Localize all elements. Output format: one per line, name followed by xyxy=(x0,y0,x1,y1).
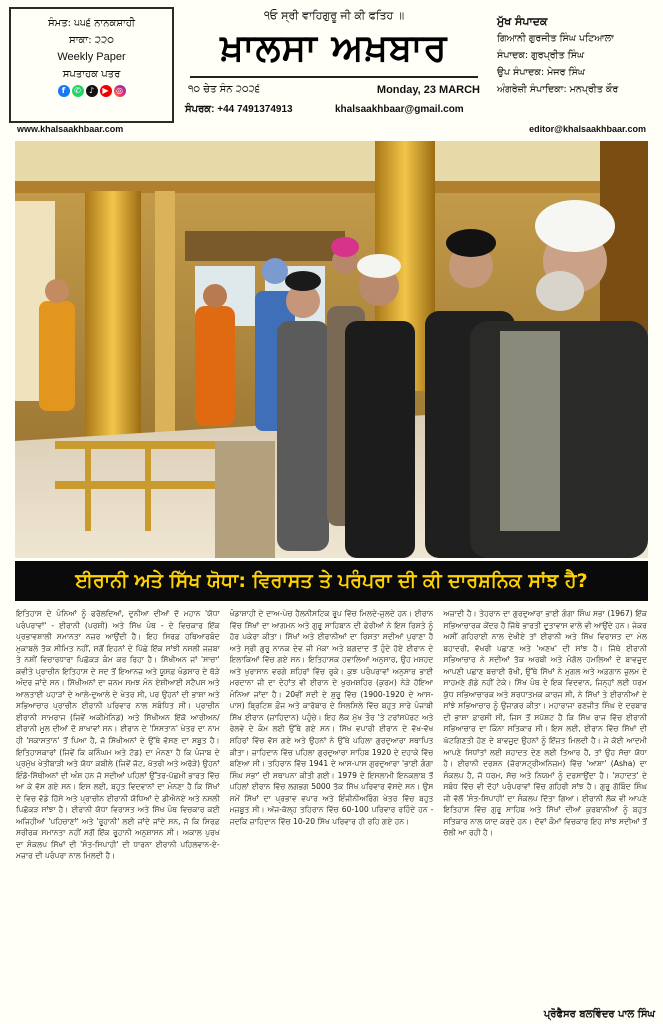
social-icons xyxy=(11,85,172,97)
links-bar xyxy=(9,124,654,138)
editor-line: ਸੰਪਾਦਕ: ਗੁਰਪ੍ਰੀਤ ਸਿੰਘ xyxy=(497,50,585,61)
whatsapp-icon[interactable]: ✆ xyxy=(72,85,84,97)
facebook-icon[interactable]: f xyxy=(58,85,70,97)
contact-email[interactable]: khalsaakhbaar@gmail.com xyxy=(335,104,464,115)
article-column-2: ਖੰਡਾਸ਼ਾਹੀ ਦੇ ਦਾਅ-ਪੇਚ ਹੈਲਨੀਸਟਿਕ ਰੂਪ ਵਿੱਚ ਮਿਲਦੇ-ਜੁਲਦੇ ਹਨ। ਈਰਾਨ ਵਿੱਚ ਸਿੱਖਾਂ ਦਾ ਆਗਮਨ ਅਤੇ ਗੁਰੂ ਸਾਹਿਬਾਨ ਦੀ ਫੇਰੀਆਂ ਨੇ ਇਸ ਰਿਸ਼ਤੇ ਨੂੰ ਹੋਰ ਪਕੇਰਾ ਕੀਤਾ। ਸਿੱਖਾਂ ਅਤੇ ਈਰਾਨੀਆਂ ਦਾ ਰਿਸ਼ਤਾ ਸਦੀਆਂ ਪੁਰਾਣਾ ਹੈ ਅਤੇ ਸ੍ਰੀ ਗੁਰੂ ਨਾਨਕ ਦੇਵ ਜੀ ਮੱਕਾ ਅਤੇ ਬਗਦਾਦ ਤੋਂ ਹੁੰਦੇ ਹੋਏ ਈਰਾਨ ਦੇ ਇਲਾਕਿਆਂ ਵਿੱਚ ਗਏ ਸਨ। ਇਤਿਹਾਸਕ ਹਵਾਲਿਆਂ ਅਨੁਸਾਰ, ਉਹ ਮਸ਼ਹਦ ਅਤੇ ਖੁਰਾਸਾਨ ਵਰਗੇ ਸ਼ਹਿਰਾਂ ਵਿੱਚ ਰੁਕੇ। ਕੁਝ ਪਰੰਪਰਾਵਾਂ ਅਨੁਸਾਰ ਭਾਈ ਮਰਦਾਨਾ ਜੀ ਦਾ ਦੇਹਾਂਤ ਵੀ ਈਰਾਨ ਦੇ ਖੁਰਮਸ਼ਹਿਰ (ਕੁਰਮ) ਨੇੜੇ ਹੋਇਆ ਮੰਨਿਆ ਜਾਂਦਾ ਹੈ। 20ਵੀਂ ਸਦੀ ਦੇ ਸ਼ੁਰੂ ਵਿੱਚ (1900-1920 ਦੇ ਆਸ-ਪਾਸ) ਬ੍ਰਿਟਿਸ਼ ਫ਼ੌਜ ਅਤੇ ਕਾਰੋਬਾਰ ਦੇ ਸਿਲਸਿਲੇ ਵਿੱਚ ਬਹੁਤ ਸਾਰੇ ਪੰਜਾਬੀ ਸਿੱਖ ਈਰਾਨ (ਜ਼ਾਹਿਦਾਨ) ਪਹੁੰਚੇ। ਇਹ ਲੋਕ ਮੁੱਖ ਤੌਰ 'ਤੇ ਟਰਾਂਸਪੋਰਟ ਅਤੇ ਰੇਲਵੇ ਦੇ ਕੰਮ ਲਈ ਉੱਥੇ ਗਏ ਸਨ। ਸਿੱਖ ਵਪਾਰੀ ਈਰਾਨ ਦੇ ਵੱਖ-ਵੱਖ ਸ਼ਹਿਰਾਂ ਵਿੱਚ ਵੱਸ ਗਏ ਅਤੇ ਉਹਨਾਂ ਨੇ ਉੱਥੇ ਪਹਿਲਾ ਗੁਰਦੁਆਰਾ ਸਥਾਪਿਤ ਕੀਤਾ। ਜ਼ਾਹਿਦਾਨ ਵਿੱਚ ਪਹਿਲਾ ਗੁਰਦੁਆਰਾ ਸਾਹਿਬ 1920 ਦੇ ਦਹਾਕੇ ਵਿੱਚ ਬਣਿਆ ਸੀ। ਤਹਿਰਾਨ ਵਿੱਚ 1941 ਦੇ ਆਸ-ਪਾਸ ਗੁਰਦੁਆਰਾ 'ਭਾਈ ਗੰਗਾ ਸਿੰਘ ਸਭਾ' ਦੀ ਸਥਾਪਨਾ ਕੀਤੀ ਗਈ। 1979 ਦੇ ਇਸਲਾਮੀ ਇਨਕਲਾਬ ਤੋਂ ਪਹਿਲਾਂ ਈਰਾਨ ਵਿੱਚ ਲਗਭਗ 5000 ਤੱਕ ਸਿੱਖ ਪਰਿਵਾਰ ਵੱਸਦੇ ਸਨ। ਉਸ ਸਮੇਂ ਸਿੱਖਾਂ ਦਾ ਪ੍ਰਭਾਵ ਵਪਾਰ ਅਤੇ ਇੰਜੀਨੀਅਰਿੰਗ ਖੇਤਰ ਵਿੱਚ ਬਹੁਤ ਮਜ਼ਬੂਤ ਸੀ। ਅੱਜ-ਕੱਲ੍ਹ ਤਹਿਰਾਨ ਵਿੱਚ 60-100 ਪਰਿਵਾਰ ਰਹਿੰਦੇ ਹਨ - ਜਦਕਿ ਜ਼ਾਹਿਦਾਨ ਵਿੱਚ 10-20 ਸਿੱਖ ਪਰਿਵਾਰ ਹੀ ਰਹਿ ਗਏ ਹਨ। xyxy=(229,609,434,826)
phone-contact: ਸੰਪਰਕ: +44 7491374913 xyxy=(185,104,293,115)
title-divider xyxy=(190,76,478,78)
instagram-icon[interactable]: ◎ xyxy=(114,85,126,97)
saka-label: ਸਾਕਾ: ੨੨੦ xyxy=(69,35,114,46)
issue-date-row xyxy=(184,84,484,96)
article-column-1: ਇਤਿਹਾਸ ਦੇ ਪੰਨਿਆਂ ਨੂੰ ਫਰੋਲਦਿਆਂ, ਦੁਨੀਆ ਦੀਆਂ ਦੋ ਮਹਾਨ 'ਯੋਧਾ ਪਰੰਪਰਾਵਾਂ' - ਈਰਾਨੀ (ਪਰਸ਼ੀ) ਅਤੇ ਸਿੱਖ ਪੰਥ - ਦੇ ਵਿਚਕਾਰ ਇੱਕ ਪ੍ਰਭਾਵਸ਼ਾਲੀ ਸਮਾਨਤਾ ਨਜ਼ਰ ਆਉਂਦੀ ਹੈ। ਇਹ ਸਿਰਫ਼ ਹਥਿਆਰਬੰਦ ਮੁਕਾਬਲੇ ਤੱਕ ਸੀਮਿਤ ਨਹੀਂ, ਸਗੋਂ ਇਹਨਾਂ ਦੇ ਪਿੱਛੇ ਇੱਕ ਸਾਂਝੀ ਨਸਲੀ ਜਜ਼ਬਾ ਤੇ ਨਸ਼ੀਂ ਵਿਚਾਰਧਾਰਾ ਪਿਛੋਕੜ ਕੰਮ ਕਰ ਰਿਹਾ ਹੈ। ਸਿੱਖੀਅਨ ਜਾਂ 'ਸਾਚਾ' ਕਵੀਤੇ ਪ੍ਰਾਚੀਨ ਇਤਿਹਾਸ ਦੇ ਸਦ ਤੋਂ ਇਆਨਜ਼ ਅਤੇ ਯੂਸਫ਼ ਖੰਡਸਾਰ ਦੇ ਥੋੜੇ ਅੰਦਰ ਜਾਂਦੇ ਸਨ। ਸਿੱਖੀਅਨਾਂ ਦਾ ਜਨਮ ਸਮਝ ਮੰਨ ਏਸ਼ੀਆਈ ਸਟੈਪਸ ਅਤੇ ਆਲਤਾਈ ਪਹਾੜਾਂ ਦੇ ਆਲੇ-ਦੁਆਲੇ ਦੇ ਖੇਤਰ ਸੀ, ਪਰ ਉਹਨਾਂ ਦੀ ਭਾਸ਼ਾ ਅਤੇ ਸਭਿਆਚਾਰ ਪ੍ਰਾਚੀਨ ਈਰਾਨੀ ਪਰਿਵਾਰ ਨਾਲ ਸਬੰਧਿਤ ਸੀ। ਪ੍ਰਾਚੀਨ ਈਰਾਨੀ ਸਾਮਰਾਜ (ਜਿਵੇਂ ਅਕੀਮੇਨਿਡ) ਅਤੇ ਸਿੱਖੀਅਨ ਇੱਕੋ ਆਰੀਅਨ/ਈਰਾਨੀ ਮੂਲ ਦੀਆਂ ਦੋ ਸ਼ਾਖਾਵਾਂ ਸਨ। ਈਰਾਨ ਦੇ 'ਸਿਸਤਾਨ' ਖੇਤਰ ਦਾ ਨਾਮ ਹੀ 'ਸਕਾਸਤਾਨ' ਤੋਂ ਪਿਆ ਹੈ, ਜੋ ਸਿੱਖੀਅਨਾਂ ਦੇ ਉੱਥੇ ਵੱਸਣ ਦਾ ਸਬੂਤ ਹੈ। ਇਤਿਹਾਸਕਾਰਾਂ (ਜਿਵੇਂ ਕਿ ਕਨਿੰਘਮ ਅਤੇ ਟੋਡ) ਦਾ ਮੰਨਣਾ ਹੈ ਕਿ ਪੰਜਾਬ ਦੇ ਪ੍ਰਮੁੱਖ ਖੇਤੀਬਾੜੀ ਅਤੇ ਯੋਧਾ ਕਬੀਲੇ (ਜਿਵੇਂ ਜੱਟ, ਖੱਤਰੀ ਅਤੇ ਅਰੋੜੇ) ਉਹਨਾਂ ਇੰਡੋ-ਸਿੱਥੀਅਨਾਂ ਦੀ ਅੰਸ਼ ਹਨ ਜੋ ਸਦੀਆਂ ਪਹਿਲਾਂ ਉੱਤਰ-ਪੱਛਮੀ ਭਾਰਤ ਵਿੱਚ ਆ ਕੇ ਵੱਸ ਗਏ ਸਨ। ਇਸ ਲਈ, ਬਹੁਤ ਵਿਦਵਾਨਾਂ ਦਾ ਮੰਨਣਾ ਹੈ ਕਿ ਸਿੱਖਾਂ ਦੇ ਵਿਚ ਵੱਡੇ ਹਿੱਸੇ ਅਤੇ ਪ੍ਰਾਚੀਨ ਈਰਾਨੀ ਯੋਧਿਆਂ ਦੇ ਡੀਐਨਏ ਅਤੇ ਨਸਲੀ ਪਿਛੋਕੜ ਸਾਂਝਾ ਹੈ। ਈਰਾਨੀ ਯੋਧਾ ਵਿਰਾਸਤ ਅਤੇ ਸਿੱਖ ਪੰਥ ਵਿਚਕਾਰ ਕਈ ਅਜਿਹੀਆਂ 'ਪਹਿਚਾਣਾਂ' ਅਤੇ 'ਰੂਹਾਨੀ' ਲਈ ਜਾਂਦੇ ਜਾਂਦੇ ਸਨ, ਜੋ ਕਿ ਸਿਰਫ਼ ਸਰੀਰਕ ਸਮਾਨਤਾ ਨਹੀਂ ਸਗੋਂ ਇੱਕ ਰੂਹਾਨੀ ਅਨੁਸ਼ਾਸਨ ਸੀ। ਅਕਾਲ ਪੁਰਖ ਦਾ ਸੰਕਲਪ ਸਿੱਖਾਂ ਦੀ 'ਸੰਤ-ਸਿਪਾਹੀ' ਦੀ ਧਾਰਨਾ ਈਰਾਨੀ ਪਹਿਲਵਾਨ-ਏ-ਮਜ਼ਾਰ ਦੀ ਪਰੰਪਰਾ ਨਾਲ ਮਿਲਦੀ ਹੈ। xyxy=(16,609,220,861)
issue-date-pa: ੧੦ ਚੇਤ ਸੰਨ ੨੦੨੬ xyxy=(188,84,260,95)
issue-date-en: Monday, 23 MARCH xyxy=(376,84,480,96)
samvat-label: ਸੰਮਤ: ੫੫੬ ਨਾਨਕਸ਼ਾਹੀ xyxy=(47,18,136,29)
newspaper-title: ਖ਼ਾਲਸਾ ਅਖ਼ਬਾਰ xyxy=(220,25,448,69)
english-editor-line: ਅੰਗਰੇਜ਼ੀ ਸੰਪਾਦਿਕਾ: ਮਨਪ੍ਰੀਤ ਕੌਰ xyxy=(497,84,619,95)
article-body xyxy=(16,608,647,1016)
chief-editor-name: ਗਿਆਨੀ ਗੁਰਜੀਤ ਸਿੰਘ ਪਟਿਆਲਾ xyxy=(497,33,614,44)
weekly-paper-en: Weekly Paper xyxy=(57,51,126,63)
ikonkar-line: ੧ਓ ਸ੍ਰੀ ਵਾਹਿਗੁਰੂ ਜੀ ਕੀ ਫਤਿਹ ॥ xyxy=(263,9,405,22)
tiktok-icon[interactable]: ♪ xyxy=(86,85,98,97)
masthead xyxy=(9,7,654,123)
youtube-icon[interactable]: ▶ xyxy=(100,85,112,97)
weekly-paper-pa: ਸਪਤਾਹਕ ਪਤਰ xyxy=(62,69,121,80)
lead-photo xyxy=(15,141,648,558)
website-link[interactable]: www.khalsaakhbaar.com xyxy=(17,124,124,134)
article-column-3: ਅਜ਼ਾਦੀ ਹੈ। ਤੇਹਰਾਨ ਦਾ ਗੁਰਦੁਆਰਾ ਭਾਈ ਗੰਗਾ ਸਿੰਘ ਸਭਾ (1967) ਇੱਕ ਸਭਿਆਚਾਰਕ ਕੇਂਦਰ ਹੈ ਜਿੱਥੇ ਭਾਰਤੀ ਦੂਤਾਵਾਸ ਵਾਲੇ ਵੀ ਆਉਂਦੇ ਹਨ। ਜੇਕਰ ਅਸੀਂ ਗਹਿਰਾਈ ਨਾਲ ਦੇਖੀਏ ਤਾਂ ਈਰਾਨੀ ਅਤੇ ਸਿੱਖ ਵਿਰਾਸਤ ਦਾ ਮੇਲ ਬਹਾਦਰੀ, ਵੱਖਰੀ ਪਛਾਣ ਅਤੇ 'ਅਣਖ' ਦੀ ਸਾਂਝ ਹੈ। ਜਿੱਥੇ ਈਰਾਨੀ ਸਭਿਆਚਾਰ ਨੇ ਸਦੀਆਂ ਤੱਕ ਅਰਬੀ ਅਤੇ ਮੰਗੋਲ ਹਮਲਿਆਂ ਦੇ ਬਾਵਜੂਦ ਆਪਣੀ ਪਛਾਣ ਬਚਾਈ ਰੱਖੀ, ਉੱਥੇ ਸਿੱਖਾਂ ਨੇ ਮੁਗਲ ਅਤੇ ਅਫ਼ਗਾਨ ਜ਼ੁਲਮ ਦੇ ਸਾਹਮਣੇ ਗੋਡੇ ਨਹੀਂ ਟੇਕੇ। ਸਿੱਖ ਪੰਥ ਦੇ ਇਕ ਵਿਦਵਾਨ, ਜਿਨ੍ਹਾਂ ਲਈ ਧਰਮ ਯੁੱਧ ਸਭਿਆਚਾਰਕ ਅਤੇ ਸ਼ਰਧਾਤਮਕ ਕਾਰਜ ਸੀ, ਨੇ ਸਿੱਖਾਂ ਤੇ ਈਰਾਨੀਆਂ ਦੇ ਸਾਂਝੇ ਸਭਿਆਚਾਰ ਨੂੰ ਉਜਾਗਰ ਕੀਤਾ। ਮਹਾਰਾਜਾ ਰਣਜੀਤ ਸਿੰਘ ਦੇ ਦਰਬਾਰ ਦੀ ਭਾਸ਼ਾ ਫ਼ਾਰਸੀ ਸੀ, ਜਿਸ ਤੋਂ ਸਪੱਸ਼ਟ ਹੈ ਕਿ ਸਿੱਖ ਰਾਜ ਵਿੱਚ ਈਰਾਨੀ ਸਭਿਆਚਾਰ ਦਾ ਕਿੰਨਾ ਸਤਿਕਾਰ ਸੀ। ਇਸ ਲਈ, ਈਰਾਨ ਵਿੱਚ ਸਿੱਖਾਂ ਦੀ ਘੱਟਗਿਣਤੀ ਹੋਣ ਦੇ ਬਾਵਜੂਦ ਉਹਨਾਂ ਨੂੰ ਇੱਜ਼ਤ ਮਿਲਦੀ ਹੈ। ਜੇ ਕੋਈ ਆਦਮੀ ਆਪਣੇ ਸਿਧਾਂਤਾਂ ਲਈ ਸ਼ਹਾਦਤ ਦੇਣ ਲਈ ਤਿਆਰ ਹੈ, ਤਾਂ ਉਹ ਸੱਚਾ ਯੋਧਾ ਹੈ। ਈਰਾਨੀ ਦਰਸ਼ਨ (ਜ਼ੋਰਾਸਟ੍ਰੀਅਨਿਜ਼ਮ) ਵਿੱਚ 'ਆਸ਼ਾ' (Asha) ਦਾ ਸੰਕਲਪ ਹੈ, ਜੋ ਧਰਮ, ਸੱਚ ਅਤੇ ਨਿਯਮਾਂ ਨੂੰ ਦਰਸਾਉਂਦਾ ਹੈ। 'ਸ਼ਹਾਦਤ' ਦੇ ਸਬੰਧ ਵਿੱਚ ਵੀ ਦੋਹਾਂ ਪਰੰਪਰਾਵਾਂ ਵਿੱਚ ਗਹਿਰੀ ਸਾਂਝ ਹੈ। ਗੁਰੂ ਗੋਬਿੰਦ ਸਿੰਘ ਜੀ ਵੱਲੋਂ 'ਸੰਤ-ਸਿਪਾਹੀ' ਦਾ ਸੰਕਲਪ ਦਿੱਤਾ ਗਿਆ। ਈਰਾਨੀ ਲੋਕ ਵੀ ਆਪਣੇ ਇਤਿਹਾਸ ਵਿੱਚ ਗੁਰੂ ਸਾਹਿਬ ਅਤੇ ਸਿੱਖਾਂ ਦੀਆਂ ਕੁਰਬਾਨੀਆਂ ਨੂੰ ਬਹੁਤ ਸਤਿਕਾਰ ਨਾਲ ਯਾਦ ਕਰਦੇ ਹਨ। ਦੋਵਾਂ ਕੌਮਾਂ ਵਿਚਕਾਰ ਇਹ ਸਾਂਝ ਸਦੀਆਂ ਤੋਂ ਚੱਲੀ ਆ ਰਹੀ ਹੈ। xyxy=(443,609,648,838)
chief-editor-label: ਮੁੱਖ ਸੰਪਾਦਕ xyxy=(497,15,548,28)
article-byline: ਪ੍ਰੋਫੈਸਰ ਬਲਵਿੰਦਰ ਪਾਲ ਸਿੰਘ xyxy=(543,1009,655,1020)
editor-email-link[interactable]: editor@khalsaakhbaar.com xyxy=(529,124,646,134)
sub-editor-line: ਉਪ ਸੰਪਾਦਕ: ਮੇਜਰ ਸਿੰਘ xyxy=(497,67,585,78)
masthead-left-box xyxy=(9,7,174,123)
article-headline: ਈਰਾਨੀ ਅਤੇ ਸਿੱਖ ਯੋਧਾ: ਵਿਰਾਸਤ ਤੇ ਪਰੰਪਰਾ ਦੀ ਕੀ ਦਾਰਸ਼ਨਿਕ ਸਾਂਝ ਹੈ? xyxy=(15,561,648,601)
masthead-right-box xyxy=(489,7,654,123)
